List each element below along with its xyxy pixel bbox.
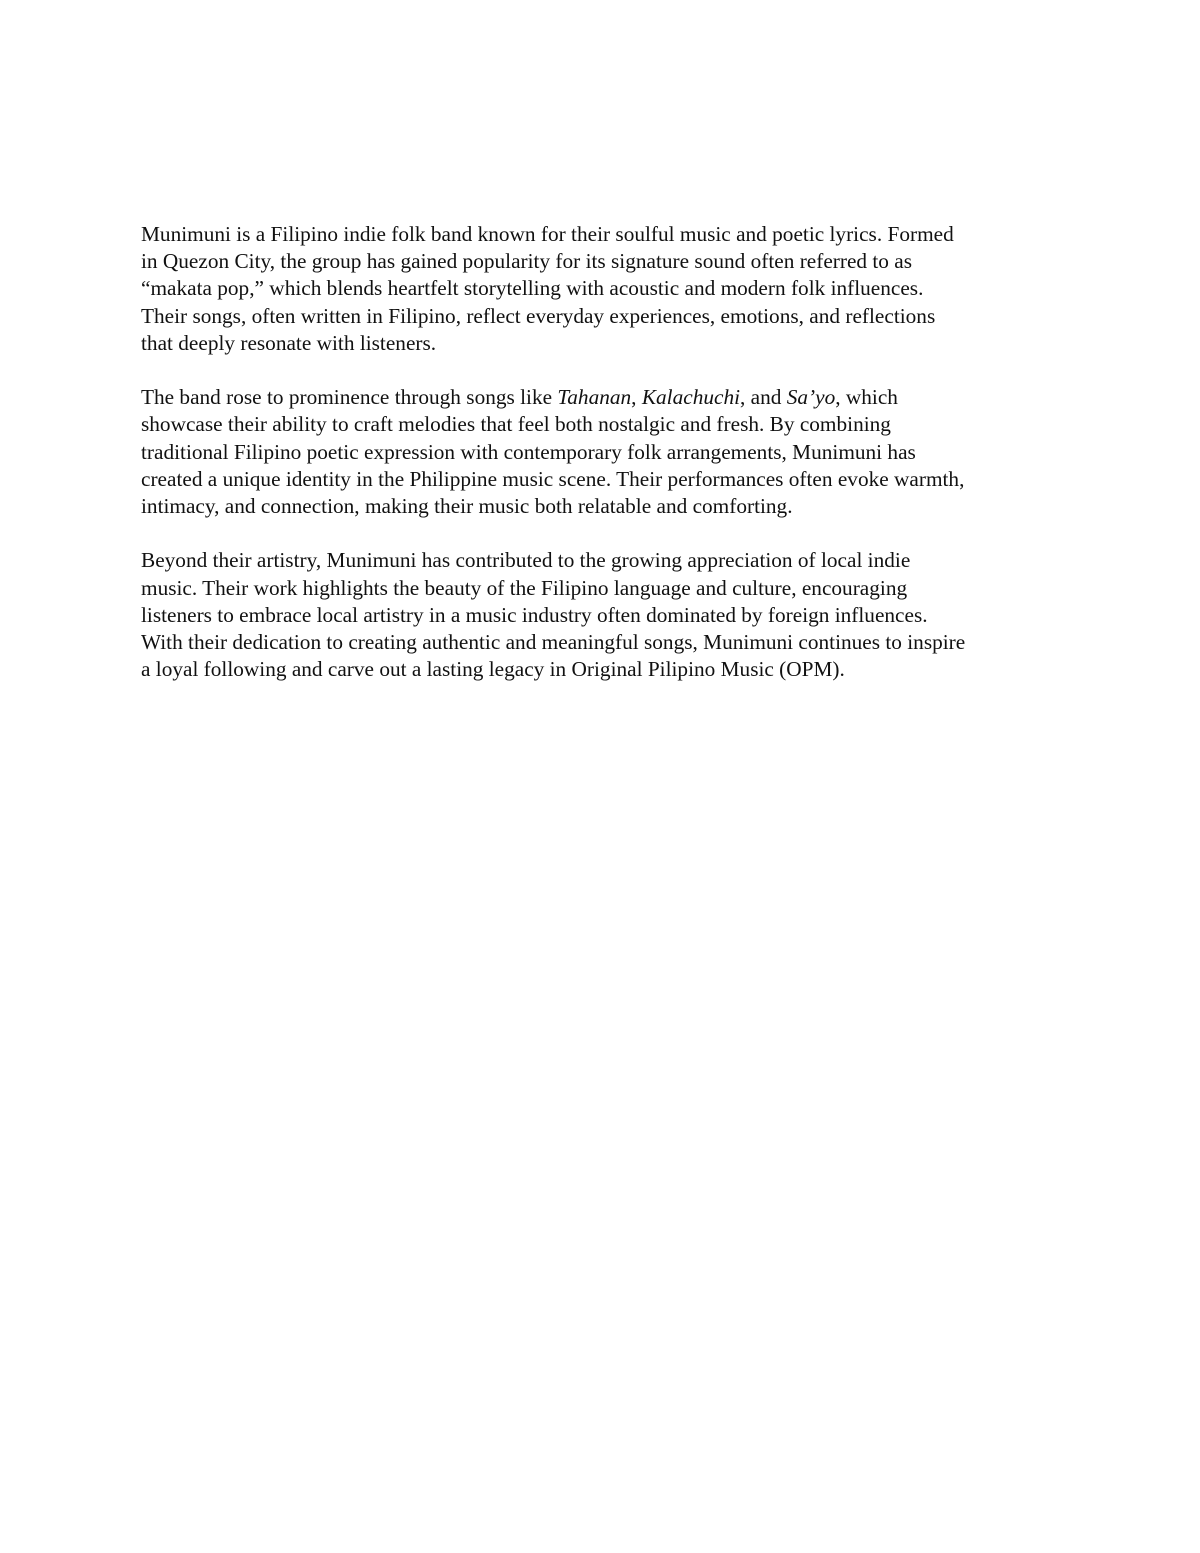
text-line: showcase their ability to craft melodies that feel both nostalgic and fresh. By combining xyxy=(141,412,891,437)
text-line: Their songs, often written in Filipino, reflect everyday experiences, emotions, and reflections xyxy=(141,303,936,328)
text-line xyxy=(141,384,1066,411)
text-segment: The band rose to prominence through songs like xyxy=(141,385,558,410)
text-line: listeners to embrace local artistry in a music industry often dominated by foreign influences. xyxy=(141,602,928,627)
text-line: that deeply resonate with listeners. xyxy=(141,330,437,355)
song-title-tahanan: Tahanan xyxy=(557,385,632,410)
song-title-kalachuchi: Kalachuchi xyxy=(641,385,741,410)
text-line: in Quezon City, the group has gained popularity for its signature sound often referred to as xyxy=(141,249,913,274)
paragraph-2 xyxy=(141,384,1066,520)
text-segment: , xyxy=(631,385,642,410)
text-line: Munimuni is a Filipino indie folk band known for their soulful music and poetic lyrics. Formed xyxy=(141,222,954,246)
text-line: created a unique identity in the Philippine music scene. Their performances often evoke warmth, xyxy=(141,466,965,491)
text-segment: , which xyxy=(835,385,898,410)
document-body xyxy=(141,221,1066,711)
text-line: music. Their work highlights the beauty of the Filipino language and culture, encouraging xyxy=(141,575,908,600)
song-title-sayo: Sa’yo xyxy=(786,385,836,410)
text-line: Beyond their artistry, Munimuni has contributed to the growing appreciation of local indie xyxy=(141,548,911,573)
text-line: a loyal following and carve out a lasting legacy in Original Pilipino Music (OPM). xyxy=(141,657,845,682)
text-segment: , and xyxy=(740,385,787,410)
text-line: With their dedication to creating authentic and meaningful songs, Munimuni continues to inspire xyxy=(141,630,966,655)
paragraph-1 xyxy=(141,221,1066,357)
text-line: traditional Filipino poetic expression with contemporary folk arrangements, Munimuni has xyxy=(141,439,916,464)
text-line: “makata pop,” which blends heartfelt storytelling with acoustic and modern folk influences. xyxy=(141,276,924,301)
text-line: intimacy, and connection, making their music both relatable and comforting. xyxy=(141,494,793,519)
paragraph-3 xyxy=(141,547,1066,683)
